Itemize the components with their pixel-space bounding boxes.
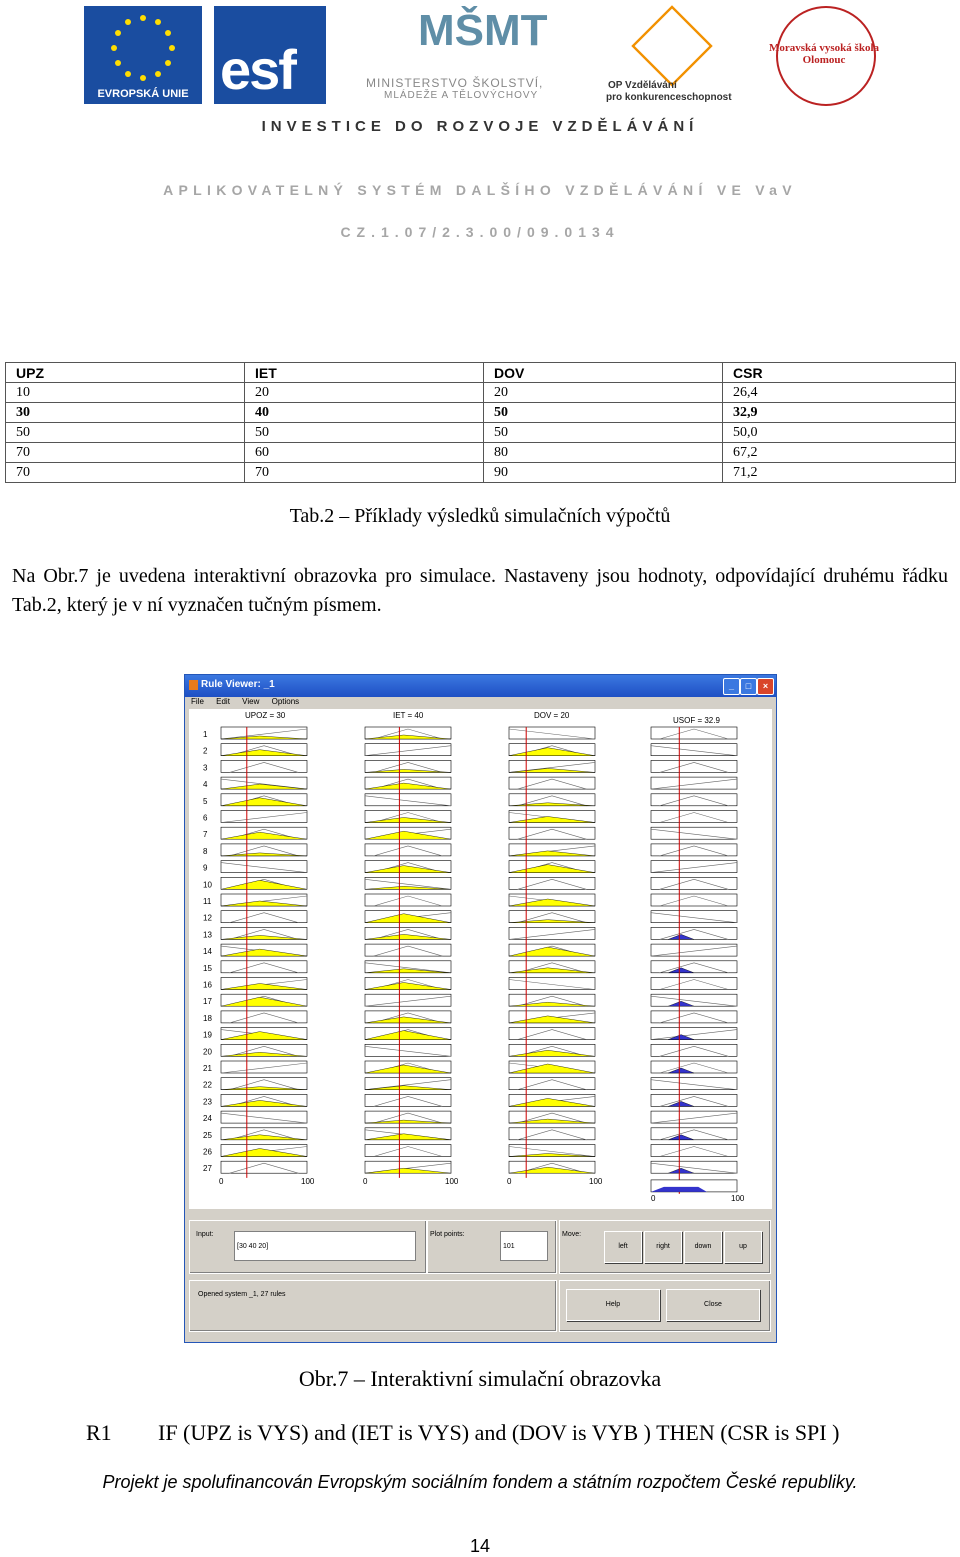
- table-cell: 32,9: [723, 403, 956, 423]
- rule-number: 25: [203, 1130, 212, 1140]
- table-cell: 71,2: [723, 463, 956, 483]
- menu-file[interactable]: File: [191, 697, 204, 706]
- project-title: APLIKOVATELNÝ SYSTÉM DALŠÍHO VZDĚLÁVÁNÍ VE VaV: [163, 182, 797, 198]
- axis-max-label: 100: [589, 1177, 603, 1186]
- eu-caption: EVROPSKÁ UNIE: [97, 88, 189, 100]
- axis-min-label: 0: [363, 1177, 368, 1186]
- axis-max-label: 100: [445, 1177, 459, 1186]
- table-row: [6, 443, 956, 463]
- axis-max-label: 100: [731, 1194, 745, 1203]
- column-title: IET = 40: [393, 711, 424, 720]
- table-cell: 70: [6, 443, 245, 463]
- menu-options[interactable]: Options: [271, 697, 300, 706]
- rule-number: 17: [203, 997, 212, 1007]
- rule-number: 4: [203, 780, 208, 790]
- rules-graph: [189, 709, 772, 1209]
- eu-flag-logo: [84, 6, 202, 104]
- rule-number: 8: [203, 846, 208, 856]
- column-title: USOF = 32.9: [673, 716, 720, 725]
- rule-number: 9: [203, 863, 208, 873]
- op-line2: pro konkurenceschopnost: [606, 92, 732, 103]
- project-code: CZ.1.07/2.3.00/09.0134: [340, 224, 620, 240]
- rule-viewer-window: [184, 674, 777, 1343]
- table-row: [6, 463, 956, 483]
- header-cell: UPZ: [6, 363, 245, 383]
- table-cell: 67,2: [723, 443, 956, 463]
- axis-min-label: 0: [651, 1194, 656, 1203]
- eu-stars-icon: [84, 6, 202, 86]
- menu-bar: [185, 697, 776, 709]
- window-titlebar[interactable]: [185, 675, 776, 697]
- table-cell: 50: [245, 423, 484, 443]
- move-right-button[interactable]: right: [644, 1231, 682, 1263]
- rule-number: 26: [203, 1147, 212, 1157]
- table-cell: 40: [245, 403, 484, 423]
- menu-edit[interactable]: Edit: [216, 697, 230, 706]
- rule-number: 13: [203, 930, 212, 940]
- move-down-button[interactable]: down: [684, 1231, 722, 1263]
- msmt-line2: MLÁDEŽE A TĚLOVÝCHOVY: [384, 90, 539, 101]
- rule-id: R1: [86, 1420, 112, 1445]
- body-paragraph: Na Obr.7 je uvedena interaktivní obrazovka pro simulace. Nastaveny jsou hodnoty, odpovídající druhému řádku Tab.2, který je v ní vyznačen tučným písmem.: [12, 565, 948, 616]
- rule-number: 27: [203, 1164, 212, 1174]
- rule-plot-area[interactable]: [189, 709, 772, 1209]
- rule-text: IF (UPZ is VYS) and (IET is VYS) and (DOV is VYB ) THEN (CSR is SPI ): [158, 1420, 840, 1445]
- input-panel: [189, 1220, 427, 1274]
- table-cell: 30: [6, 403, 245, 423]
- table-cell: 60: [245, 443, 484, 463]
- op-logo: [600, 6, 740, 104]
- close-button[interactable]: Close: [666, 1289, 760, 1321]
- msmt-line1: MINISTERSTVO ŠKOLSTVÍ,: [366, 76, 544, 90]
- rule-number: 19: [203, 1030, 212, 1040]
- column-title: UPOZ = 30: [245, 711, 286, 720]
- header-cell: DOV: [484, 363, 723, 383]
- rule-number: 1: [203, 730, 208, 739]
- rule-number: 20: [203, 1047, 212, 1057]
- rule-number: 2: [203, 746, 208, 756]
- msmt-logo: [360, 6, 570, 104]
- table-cell: 20: [245, 383, 484, 403]
- axis-min-label: 0: [507, 1177, 512, 1186]
- rule-number: 22: [203, 1080, 212, 1090]
- mvs-text: Moravská vysoká škola Olomouc: [768, 42, 880, 66]
- rule-number: 6: [203, 813, 208, 823]
- rule-number: 16: [203, 980, 212, 990]
- status-panel: [189, 1280, 557, 1332]
- mvs-logo: [766, 2, 882, 112]
- esf-logo: [214, 6, 326, 104]
- figure-caption: Obr.7 – Interaktivní simulační obrazovka: [298, 1366, 662, 1391]
- rule-number: 7: [203, 830, 208, 840]
- op-line1: OP Vzdělávání: [608, 80, 677, 91]
- table-cell: 50,0: [723, 423, 956, 443]
- input-label: Input:: [196, 1231, 214, 1238]
- table-header-row: [6, 363, 956, 383]
- table-cell: 50: [484, 423, 723, 443]
- rule-number: 10: [203, 880, 212, 890]
- axis-max-label: 100: [301, 1177, 315, 1186]
- matlab-icon: [189, 680, 198, 690]
- help-button[interactable]: Help: [566, 1289, 660, 1321]
- header-cell: IET: [245, 363, 484, 383]
- buttons-panel: [559, 1280, 771, 1332]
- column-title: DOV = 20: [534, 711, 570, 720]
- rule-number: 18: [203, 1013, 212, 1023]
- table-cell: 50: [484, 403, 723, 423]
- rule-number: 5: [203, 796, 208, 806]
- table-cell: 50: [6, 423, 245, 443]
- results-table: [5, 362, 956, 483]
- input-field[interactable]: [30 40 20]: [234, 1231, 416, 1261]
- move-panel: [559, 1220, 771, 1274]
- table-cell: 70: [6, 463, 245, 483]
- move-left-button[interactable]: left: [604, 1231, 642, 1263]
- rule-number: 11: [203, 897, 212, 906]
- move-label: Move:: [562, 1231, 582, 1238]
- rule-number: 24: [203, 1114, 212, 1124]
- table-cell: 10: [6, 383, 245, 403]
- rule-number: 3: [203, 763, 208, 773]
- header-cell: CSR: [723, 363, 956, 383]
- minimize-icon[interactable]: _: [723, 678, 740, 695]
- table-cell: 26,4: [723, 383, 956, 403]
- menu-view[interactable]: View: [242, 697, 260, 706]
- status-text: Opened system _1, 27 rules: [198, 1291, 286, 1298]
- rule-number: 23: [203, 1097, 212, 1107]
- rule-number: 21: [203, 1064, 212, 1073]
- move-up-button[interactable]: up: [724, 1231, 762, 1263]
- page-number: 14: [469, 1536, 491, 1556]
- table-row: [6, 423, 956, 443]
- plot-points-panel: [427, 1220, 557, 1274]
- op-frame-icon: [631, 5, 712, 86]
- msmt-mark: MŠMT: [418, 6, 548, 55]
- rule-number: 15: [203, 963, 212, 973]
- footer-note: Projekt je spolufinancován Evropským sociálním fondem a státním rozpočtem České republiky.: [102, 1472, 858, 1492]
- table-cell: 70: [245, 463, 484, 483]
- table-cell: 80: [484, 443, 723, 463]
- esf-text: esf: [220, 38, 295, 101]
- window-title: Rule Viewer: _1: [201, 679, 275, 690]
- rule-number: 12: [203, 913, 212, 923]
- table-cell: 90: [484, 463, 723, 483]
- table-caption: Tab.2 – Příklady výsledků simulačních výpočtů: [289, 505, 671, 527]
- tagline: INVESTICE DO ROZVOJE VZDĚLÁVÁNÍ: [261, 118, 699, 135]
- plot-points-label: Plot points:: [430, 1231, 465, 1238]
- axis-min-label: 0: [219, 1177, 224, 1186]
- table-row: [6, 383, 956, 403]
- table-row-highlighted: [6, 403, 956, 423]
- plot-points-field[interactable]: 101: [500, 1231, 548, 1261]
- maximize-icon[interactable]: □: [740, 678, 757, 695]
- table-cell: 20: [484, 383, 723, 403]
- close-icon[interactable]: ×: [757, 678, 774, 695]
- rule-number: 14: [203, 947, 212, 957]
